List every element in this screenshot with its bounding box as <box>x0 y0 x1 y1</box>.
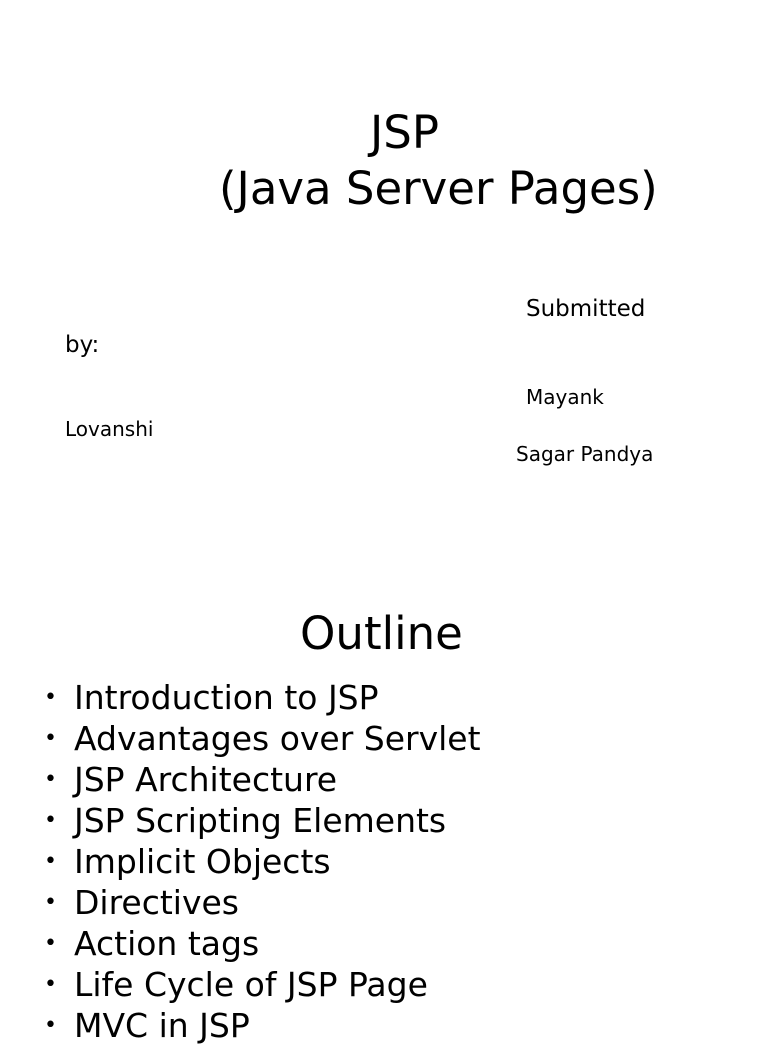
submitted-label: Submitted <box>526 296 646 322</box>
bullet-icon: • <box>44 685 57 710</box>
list-item <box>44 964 481 1005</box>
author1-last-name: Lovanshi <box>65 417 154 441</box>
bullet-icon: • <box>44 849 57 874</box>
bullet-icon: • <box>44 972 57 997</box>
list-item <box>44 759 481 800</box>
bullet-icon: • <box>44 767 57 792</box>
bullet-icon: • <box>44 1013 57 1038</box>
list-item-text: MVC in JSP <box>74 1006 250 1045</box>
outline-title: Outline <box>300 607 463 660</box>
author2-name: Sagar Pandya <box>516 442 654 466</box>
list-item-text: JSP Scripting Elements <box>74 801 447 840</box>
bullet-icon: • <box>44 890 57 915</box>
list-item-text: Life Cycle of JSP Page <box>74 965 428 1004</box>
list-item <box>44 1005 481 1046</box>
by-label: by: <box>65 332 100 358</box>
list-item <box>44 923 481 964</box>
list-item <box>44 718 481 759</box>
author1-first-name: Mayank <box>526 385 604 409</box>
list-item-text: Introduction to JSP <box>74 678 379 717</box>
list-item-text: Advantages over Servlet <box>74 719 481 758</box>
list-item-text: JSP Architecture <box>74 760 338 799</box>
list-item <box>44 677 481 718</box>
list-item <box>44 882 481 923</box>
bullet-icon: • <box>44 808 57 833</box>
list-item <box>44 800 481 841</box>
title-slide-subheading: (Java Server Pages) <box>219 162 658 215</box>
list-item-text: Implicit Objects <box>74 842 331 881</box>
list-item <box>44 841 481 882</box>
title-slide-heading: JSP <box>370 106 439 159</box>
bullet-icon: • <box>44 931 57 956</box>
list-item-text: Directives <box>74 883 239 922</box>
list-item-text: Action tags <box>74 924 260 963</box>
outline-list <box>44 677 481 1046</box>
bullet-icon: • <box>44 726 57 751</box>
